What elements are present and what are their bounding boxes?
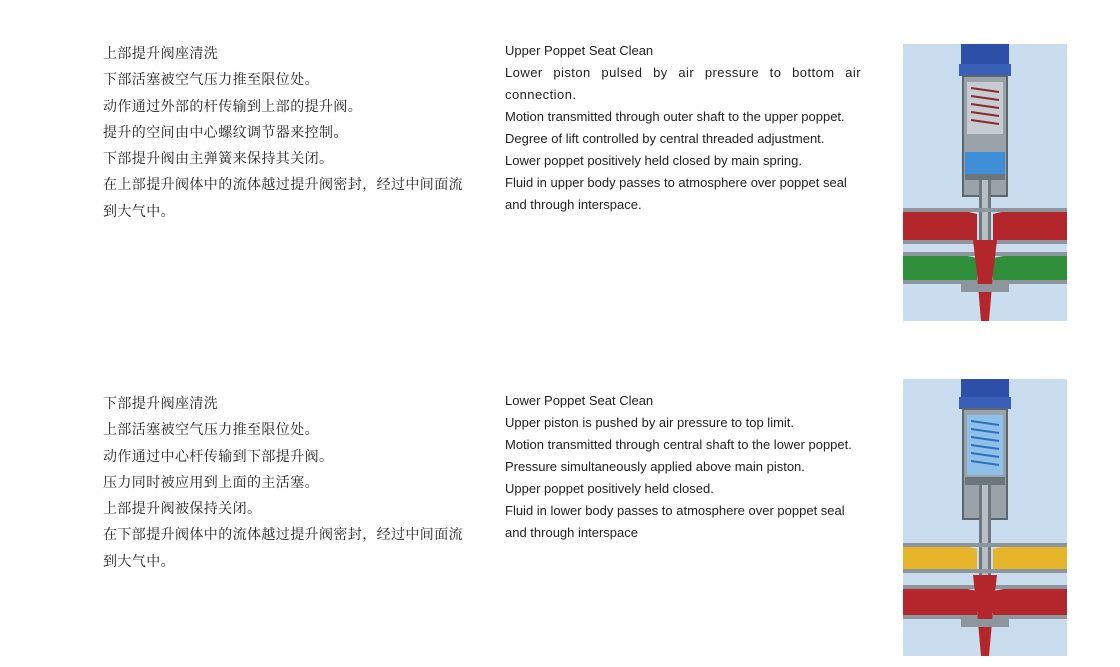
upper-zh-line: 下部提升阀由主弹簧来保持其关闭。	[103, 151, 334, 168]
lower-zh-line: 在下部提升阀体中的流体越过提升阀密封，经过中间面流到大气中。	[103, 527, 463, 570]
upper-en-line: Motion transmitted through outer shaft to the upper poppet.	[505, 109, 845, 124]
upper-en-line: Lower piston pulsed by air pressure to bottom air connection.	[505, 65, 861, 102]
upper-zh-line: 提升的空间由中心螺纹调节器来控制。	[103, 124, 348, 141]
lower-en-title: Lower Poppet Seat Clean	[505, 393, 654, 408]
upper-en-title: Upper Poppet Seat Clean	[505, 43, 654, 58]
lower-en-line: Fluid in lower body passes to atmosphere over poppet seal and through interspace	[505, 503, 845, 540]
lower-zh-line: 动作通过中心杆传输到下部提升阀。	[103, 448, 334, 465]
lower-chinese-description	[103, 391, 473, 575]
lower-valve-illustration	[903, 379, 1067, 656]
lower-en-line: Pressure simultaneously applied above main piston.	[505, 459, 805, 474]
upper-zh-title: 上部提升阀座清洗	[103, 46, 219, 62]
upper-zh-line: 下部活塞被空气压力推至限位处。	[103, 72, 319, 89]
lower-en-line: Upper poppet positively held closed.	[505, 481, 714, 496]
upper-en-line: Degree of lift controlled by central threaded adjustment.	[505, 131, 825, 146]
upper-zh-line: 在上部提升阀体中的流体越过提升阀密封，经过中间面流到大气中。	[103, 177, 463, 220]
lower-zh-line: 压力同时被应用到上面的主活塞。	[103, 474, 319, 491]
lower-poppet-section	[0, 350, 1120, 640]
upper-zh-line: 动作通过外部的杆传输到上部的提升阀。	[103, 98, 363, 115]
lower-zh-line: 上部提升阀被保持关闭。	[103, 501, 262, 518]
valve-cross-section-icon	[903, 379, 1067, 656]
upper-poppet-section	[0, 0, 1120, 290]
lower-en-line: Upper piston is pushed by air pressure to top limit.	[505, 415, 795, 430]
lower-zh-line: 上部活塞被空气压力推至限位处。	[103, 422, 319, 439]
upper-valve-illustration	[903, 44, 1067, 321]
valve-cross-section-icon	[903, 44, 1067, 321]
lower-english-description	[505, 390, 861, 544]
upper-english-description	[505, 40, 861, 216]
lower-en-line: Motion transmitted through central shaft to the lower poppet.	[505, 437, 852, 452]
upper-chinese-description	[103, 41, 473, 225]
upper-en-line: Lower poppet positively held closed by main spring.	[505, 153, 803, 168]
lower-zh-title: 下部提升阀座清洗	[103, 396, 219, 412]
upper-en-line: Fluid in upper body passes to atmosphere over poppet seal and through interspace.	[505, 175, 847, 212]
